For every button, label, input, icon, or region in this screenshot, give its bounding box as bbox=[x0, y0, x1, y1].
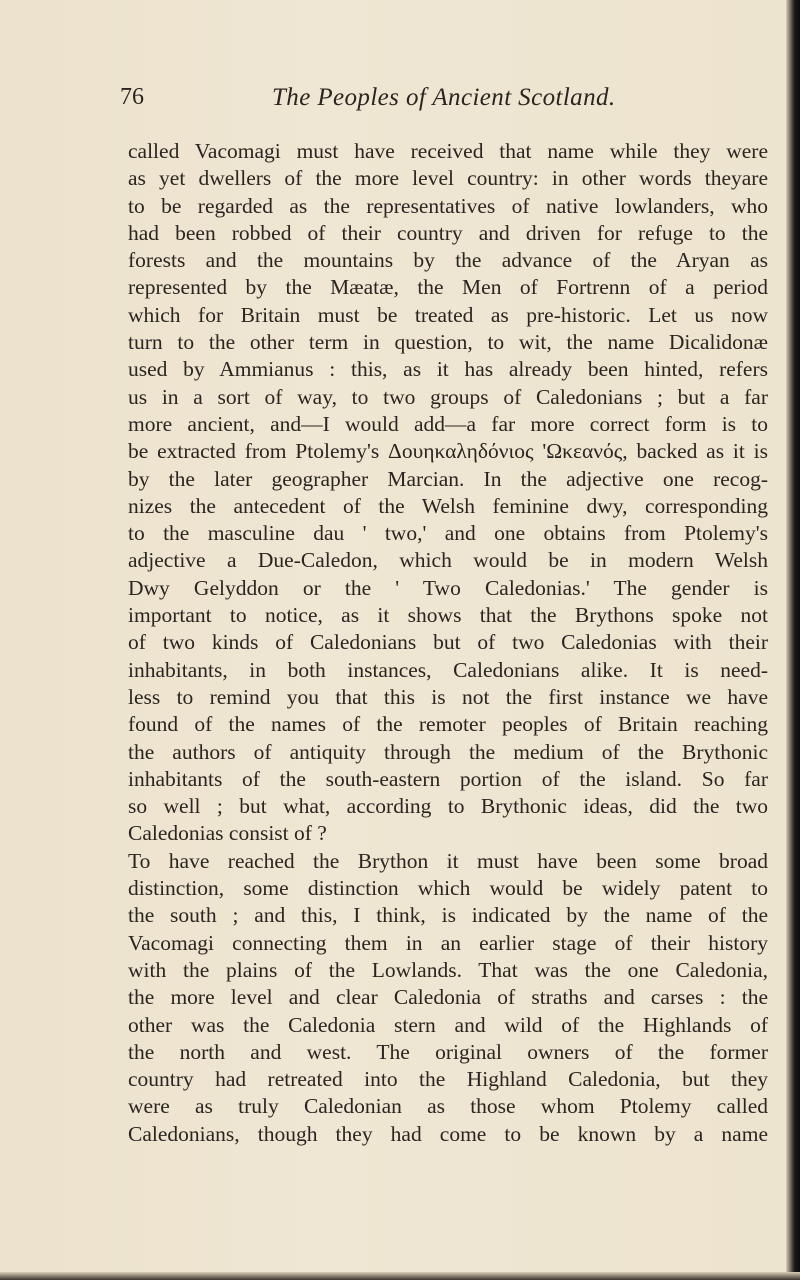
text-line: with the plains of the Lowlands. That was the one Caledonia, bbox=[128, 957, 768, 982]
text-line: other was the Caledonia stern and wild of the Highlands of bbox=[128, 1012, 768, 1037]
text-line: adjective a Due-Caledon, which would be in modern Welsh bbox=[128, 548, 768, 573]
text-line: represented by the Mæatæ, the Men of Fortrenn of a period bbox=[128, 275, 768, 300]
text-line: forests and the mountains by the advance of the Aryan as bbox=[128, 248, 768, 273]
running-title: The Peoples of Ancient Scotland. bbox=[272, 84, 616, 111]
text-line: nizes the antecedent of the Welsh feminine dwy, corresponding bbox=[128, 493, 768, 518]
text-line: the south ; and this, I think, is indicated by the name of the bbox=[128, 903, 768, 928]
text-line: Caledonians, though they had come to be known by a name bbox=[128, 1121, 768, 1146]
text-line: so well ; but what, according to Brythonic ideas, did the two bbox=[128, 794, 768, 819]
text-line: called Vacomagi must have received that name while they were bbox=[128, 139, 768, 163]
text-line: inhabitants of the south-eastern portion of the island. So far bbox=[128, 766, 768, 791]
text-line: less to remind you that this is not the first instance we have bbox=[128, 684, 768, 709]
text-line: found of the names of the remoter peoples of Britain reaching bbox=[128, 712, 768, 737]
text-line: as yet dwellers of the more level country: in other words theyare bbox=[128, 166, 768, 191]
text-line: country had retreated into the Highland Caledonia, but they bbox=[128, 1067, 768, 1092]
text-line: the more level and clear Caledonia of straths and carses : the bbox=[128, 985, 768, 1010]
text-line: inhabitants, in both instances, Caledonians alike. It is need- bbox=[128, 657, 768, 682]
body-text bbox=[128, 138, 768, 1148]
text-line: of two kinds of Caledonians but of two Caledonias with their bbox=[128, 630, 768, 655]
text-line: the north and west. The original owners of the former bbox=[128, 1039, 768, 1064]
text-line: important to notice, as it shows that the Brythons spoke not bbox=[128, 603, 768, 628]
page-header bbox=[120, 84, 760, 120]
text-line: To have reached the Brython it must have been some broad bbox=[128, 848, 768, 873]
text-line: which for Britain must be treated as pre-historic. Let us now bbox=[128, 302, 768, 327]
text-line: us in a sort of way, to two groups of Caledonians ; but a far bbox=[128, 384, 768, 409]
text-line: to be regarded as the representatives of native lowlanders, who bbox=[128, 193, 768, 218]
page-bottom-edge bbox=[0, 1272, 800, 1280]
text-line: distinction, some distinction which would be widely patent to bbox=[128, 876, 768, 901]
text-line: Caledonias consist of ? bbox=[128, 821, 327, 846]
text-line: Dwy Gelyddon or the ' Two Caledonias.' The gender is bbox=[128, 575, 768, 600]
text-line: more ancient, and—I would add—a far more correct form is to bbox=[128, 411, 768, 436]
text-line: Vacomagi connecting them in an earlier stage of their history bbox=[128, 930, 768, 955]
page-edge-shadow bbox=[786, 0, 800, 1280]
text-line: be extracted from Ptolemy's Δουηκαλ​ηδόνιος 'Ωκεανός, backed as it is bbox=[128, 439, 768, 464]
text-line: the authors of antiquity through the medium of the Brythonic bbox=[128, 739, 768, 764]
text-line: had been robbed of their country and driven for refuge to the bbox=[128, 220, 768, 245]
text-line: by the later geographer Marcian. In the adjective one recog- bbox=[128, 466, 768, 491]
page-number: 76 bbox=[120, 84, 144, 110]
text-line: were as truly Caledonian as those whom Ptolemy called bbox=[128, 1094, 768, 1119]
text-line: turn to the other term in question, to wit, the name Dicalidonæ bbox=[128, 330, 768, 355]
text-line: used by Ammianus : this, as it has already been hinted, refers bbox=[128, 357, 768, 382]
text-line: to the masculine dau ' two,' and one obtains from Ptolemy's bbox=[128, 521, 768, 546]
